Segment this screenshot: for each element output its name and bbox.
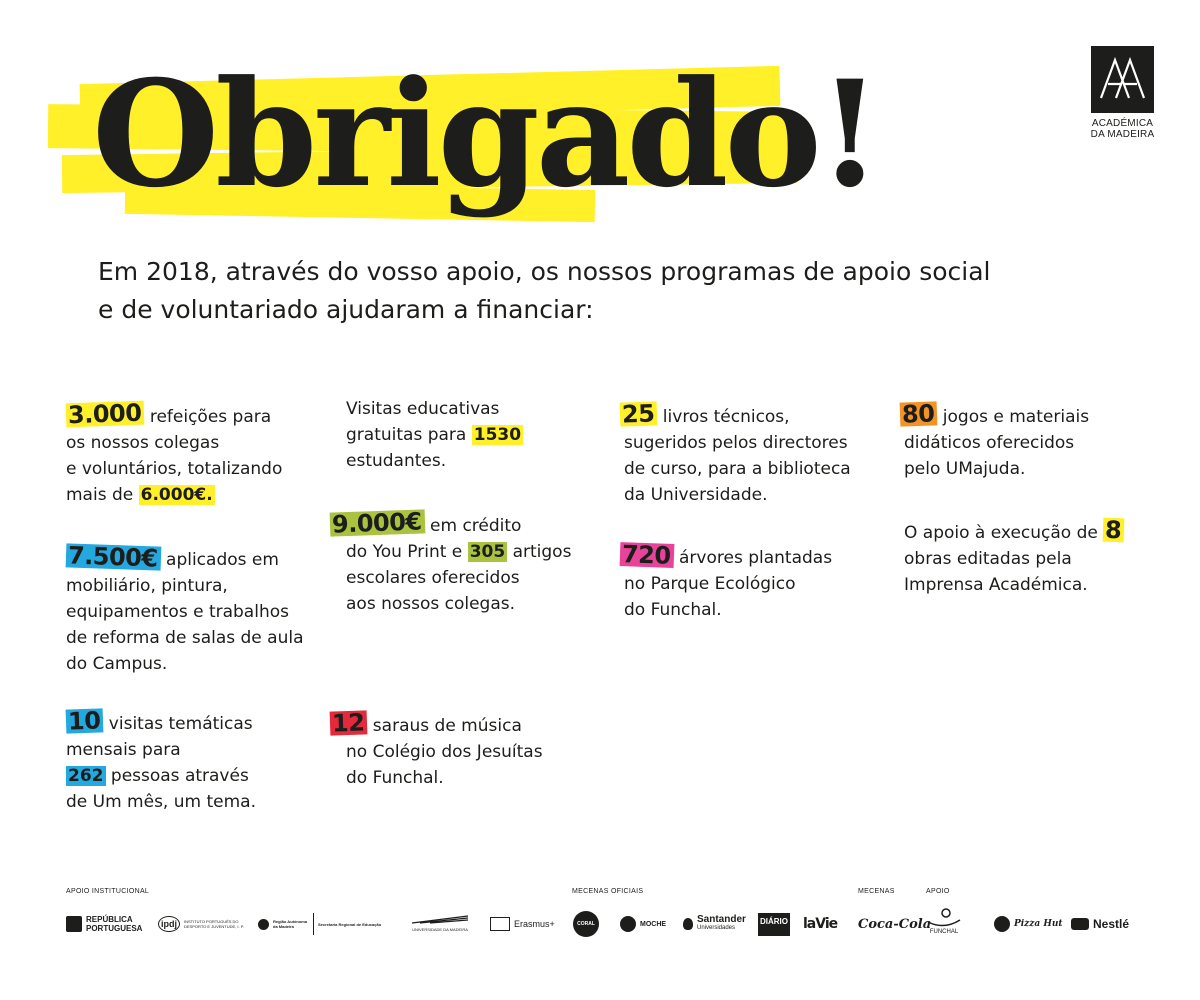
sponsor-republica: REPÚBLICA PORTUGUESA	[66, 908, 146, 940]
footer-label-official: MECENAS OFICIAIS	[572, 888, 644, 895]
stat-furniture	[66, 541, 356, 677]
stat-text: Visitas educativas	[346, 399, 500, 419]
stat-number: 25	[620, 401, 658, 426]
stat-text: no Parque Ecológico	[624, 574, 796, 594]
footer-label-support: APOIO	[926, 888, 950, 895]
stat-text: aos nossos colegas.	[346, 594, 516, 614]
stat-text: aplicados em	[160, 550, 279, 570]
stat-text: jogos e materiais	[937, 407, 1090, 427]
stat-number: 9.000€	[330, 509, 425, 536]
footer-label-patrons: MECENAS	[858, 888, 895, 895]
sponsor-pizzahut: Pizza Hut	[994, 908, 1063, 940]
stat-text: mensais para	[66, 740, 181, 760]
stat-text: refeições para	[144, 407, 272, 427]
stat-trees	[620, 540, 910, 623]
stat-text: mobiliário, pintura,	[66, 576, 228, 596]
stat-text: de Um mês, um tema.	[66, 792, 256, 812]
stat-text: no Colégio dos Jesuítas	[346, 742, 543, 762]
academica-logo-icon	[1091, 46, 1154, 113]
stat-text: do Funchal.	[346, 768, 444, 788]
stat-text: O apoio à execução de	[904, 523, 1104, 543]
stat-text: mais de	[66, 485, 139, 505]
stat-meals	[66, 398, 356, 508]
stat-text: de curso, para a biblioteca	[624, 459, 851, 479]
eu-flag-icon	[490, 917, 510, 931]
stat-number: 12	[330, 710, 368, 735]
stat-amount: 6.000€.	[140, 485, 213, 505]
stat-text: escolares oferecidos	[346, 568, 520, 588]
stat-text: e voluntários, totalizando	[66, 459, 283, 479]
stat-text: Imprensa Académica.	[904, 575, 1088, 595]
sponsor-moche: MOCHE	[620, 908, 666, 940]
stat-works	[904, 515, 1194, 598]
stat-text: pessoas através	[105, 766, 249, 786]
intro-line: e de voluntariado ajudaram a financiar:	[98, 295, 594, 324]
stat-number: 1530	[473, 425, 522, 445]
stat-text: sugeridos pelos directores	[624, 433, 848, 453]
stat-number: 10	[66, 708, 104, 733]
moche-logo-icon	[620, 916, 636, 932]
coral-logo-icon: CORAL	[573, 911, 599, 937]
stat-text: de reforma de salas de aula	[66, 628, 304, 648]
sponsor-secretaria: Região Autónoma da Madeira Secretaria Regional de Educação	[258, 908, 396, 940]
stat-number: 7.500€	[66, 543, 161, 570]
sponsor-lavie: laVie	[803, 916, 838, 932]
stat-text: livros técnicos,	[657, 407, 790, 427]
logo-text: DA MADEIRA	[1090, 129, 1155, 140]
stat-number: 305	[469, 542, 506, 562]
stat-games	[900, 399, 1190, 482]
sponsor-diario	[758, 908, 790, 940]
stat-text: da Universidade.	[624, 485, 768, 505]
stat-number: 3.000	[66, 401, 145, 428]
stat-text: obras editadas pela	[904, 549, 1072, 569]
sponsor-nestle: Nestlé	[1071, 908, 1129, 940]
stat-visits	[66, 706, 356, 815]
stat-text: pelo UMajuda.	[904, 459, 1026, 479]
stat-books	[620, 399, 910, 508]
sponsor-ipdj: ipdj INSTITUTO PORTUGUÊS DO DESPORTO E JUVENTUDE, I. P.	[158, 908, 260, 940]
stat-text: equipamentos e trabalhos	[66, 602, 289, 622]
sponsor-cocacola: Coca-Cola	[858, 916, 932, 932]
stat-text: árvores plantadas	[673, 548, 833, 568]
stat-text: visitas temáticas	[103, 714, 253, 734]
stat-print	[330, 507, 620, 617]
stat-text: em crédito	[424, 516, 522, 536]
stat-number: 80	[900, 401, 938, 426]
sponsor-uma: UNIVERSIDADE DA MADEIRA	[410, 908, 470, 940]
divider	[313, 913, 314, 935]
pizzahut-logo-icon	[994, 916, 1010, 932]
santander-flame-icon	[683, 918, 693, 930]
stat-text: do You Print e	[346, 542, 468, 562]
stat-text: saraus de música	[367, 716, 522, 736]
sponsor-santander: Santander Universidades	[683, 908, 746, 940]
sponsor-coral	[573, 908, 599, 940]
republica-emblem-icon	[66, 916, 82, 932]
stat-text: do Campus.	[66, 654, 168, 674]
stat-text: artigos	[507, 542, 572, 562]
stat-text: gratuitas para	[346, 425, 472, 445]
stat-music	[330, 708, 620, 791]
intro-line: Em 2018, através do vosso apoio, os nossos programas de apoio social	[98, 257, 991, 286]
stat-edu-visits	[346, 396, 636, 474]
sponsor-funchal: FUNCHAL	[924, 908, 964, 940]
diario-logo-icon: DIÁRIO	[758, 913, 790, 936]
stat-text: didáticos oferecidos	[904, 433, 1075, 453]
stat-text: do Funchal.	[624, 600, 722, 620]
stat-text: estudantes.	[346, 451, 447, 471]
stat-number: 262	[68, 766, 104, 786]
logo-text: ACADÉMICA	[1091, 118, 1154, 129]
stat-text: os nossos colegas	[66, 433, 220, 453]
nestle-nest-icon	[1071, 918, 1089, 930]
stat-number: 8	[1103, 518, 1125, 543]
page-title: Obrigado!	[92, 49, 878, 220]
ipdj-logo-icon: ipdj	[158, 916, 180, 932]
footer-label-institutional: APOIO INSTITUCIONAL	[66, 888, 150, 895]
madeira-emblem-icon	[258, 919, 269, 930]
intro-text	[98, 253, 1118, 329]
stat-number: 720	[620, 542, 674, 568]
funchal-logo-icon	[924, 908, 964, 928]
uma-logo-icon	[410, 914, 470, 924]
sponsor-erasmus: Erasmus+	[490, 908, 555, 940]
